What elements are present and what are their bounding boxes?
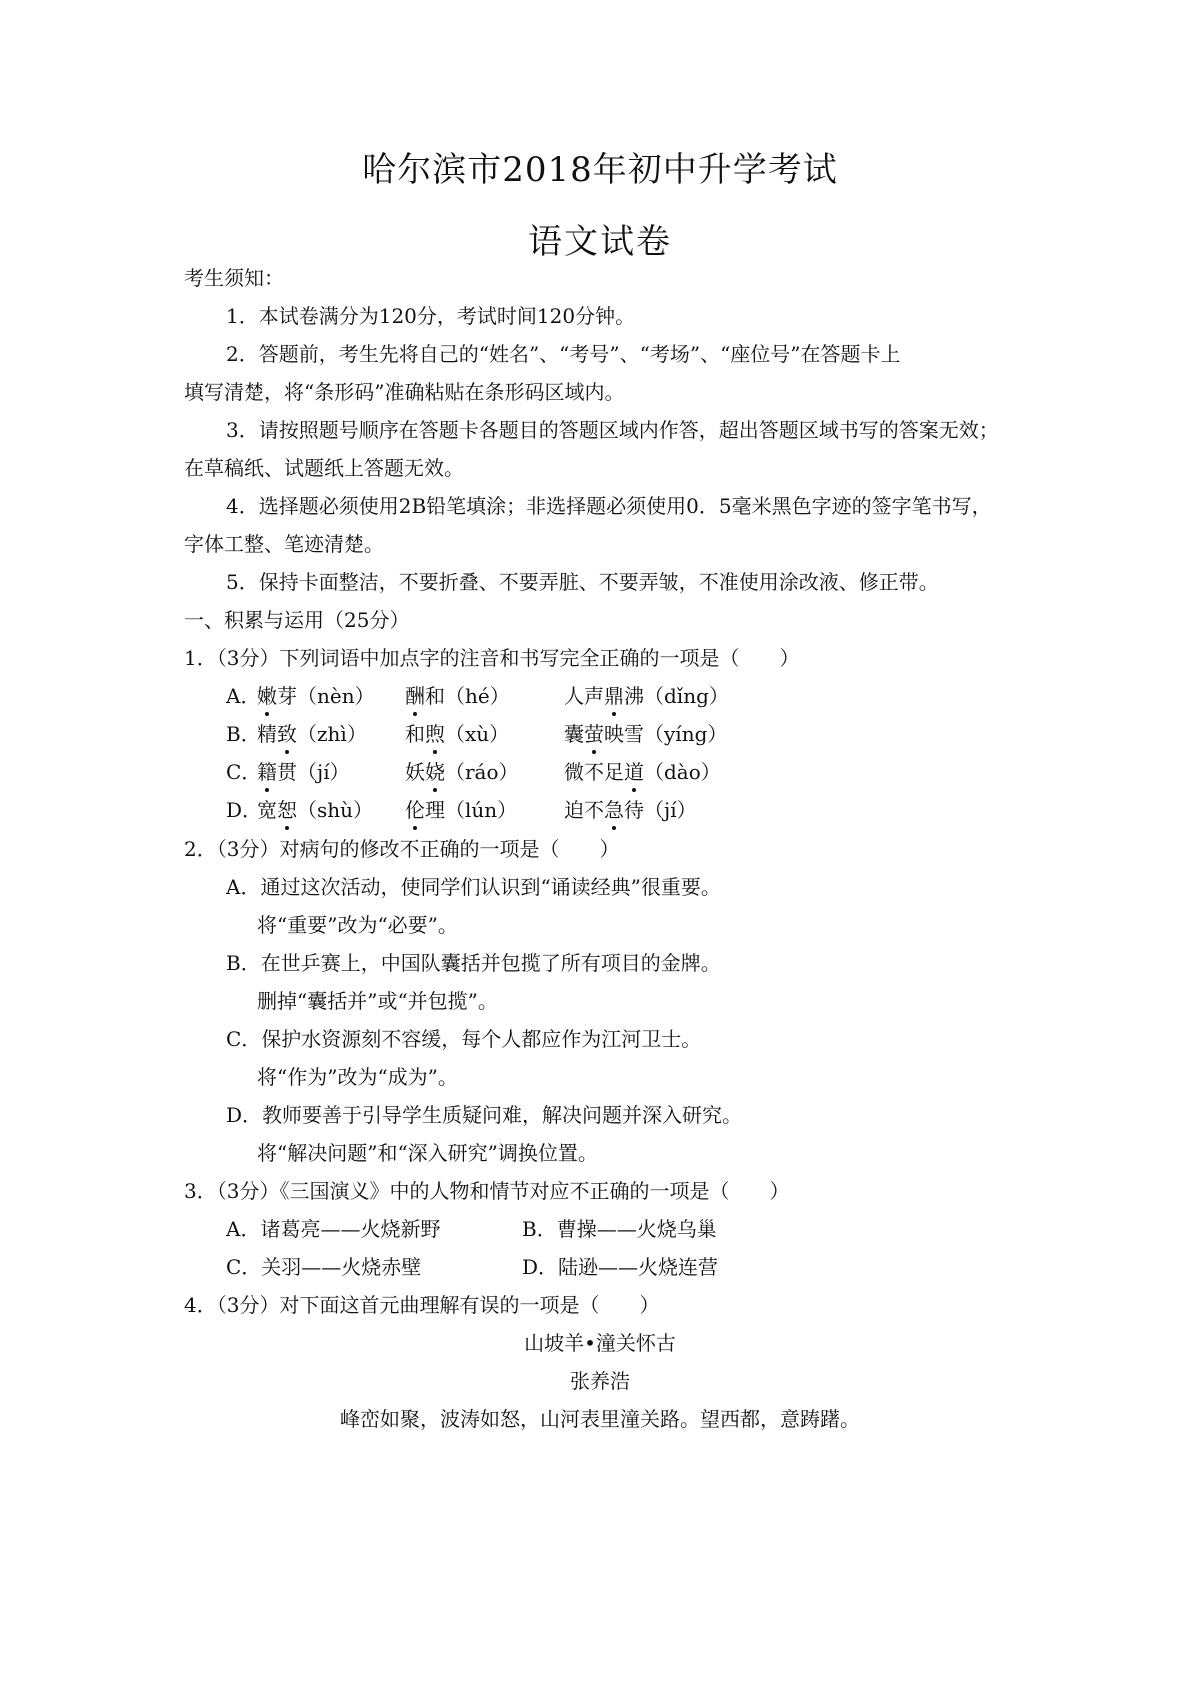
- notice-item-2b: 填写清楚，将“条形码”准确粘贴在条形码区域内。: [184, 380, 625, 404]
- q2-option-a-fix: 将“重要”改为“必要”。: [257, 913, 458, 937]
- emphasis-dot: 萤: [584, 722, 604, 746]
- notice-item-4b: 字体工整、笔迹清楚。: [184, 532, 384, 556]
- q2-option-b: B．在世乒赛上，中国队囊括并包揽了所有项目的金牌。: [226, 951, 721, 975]
- emphasis-dot: 道: [624, 760, 644, 784]
- notice-heading: 考生须知：: [184, 266, 284, 290]
- q1-option-d-label: D．: [226, 798, 263, 822]
- poem-line-1: 峰峦如聚，波涛如怒，山河表里潼关路。望西都，意踌躇。: [340, 1407, 860, 1431]
- emphasis-dot: 急: [604, 798, 624, 822]
- q2-option-d: D．教师要善于引导学生质疑问难，解决问题并深入研究。: [226, 1103, 743, 1127]
- q1-option-c-word-2: 妖娆（ráo）: [405, 760, 519, 784]
- section-heading: 一、积累与运用（25分）: [184, 608, 410, 632]
- exam-title: 哈尔滨市2018年初中升学考试: [362, 150, 838, 190]
- q2-option-a: A．通过这次活动，使同学们认识到“诵读经典”很重要。: [226, 875, 721, 899]
- emphasis-dot: 煦: [425, 722, 445, 746]
- q1-option-a-word-1: 嫩芽（nèn）: [257, 684, 375, 708]
- q1-option-d-word-2: 伦理（lún）: [405, 798, 518, 822]
- q2-option-d-fix: 将“解决问题”和“深入研究”调换位置。: [257, 1141, 598, 1165]
- notice-item-4a: 4．选择题必须使用2B铅笔填涂；非选择题必须使用0．5毫米黑色字迹的签字笔书写，: [226, 494, 992, 518]
- q2-option-b-fix: 删掉“囊括并”或“并包揽”。: [257, 989, 498, 1013]
- q2-option-c: C．保护水资源刻不容缓，每个人都应作为江河卫士。: [226, 1027, 702, 1051]
- q3-option-c: C．关羽——火烧赤壁: [226, 1255, 422, 1279]
- question-1-stem: 1．（3分）下列词语中加点字的注音和书写完全正确的一项是（ ）: [184, 646, 800, 670]
- q1-option-b-word-2: 和煦（xù）: [405, 722, 510, 746]
- poem-title: 山坡羊•潼关怀古: [524, 1331, 676, 1355]
- question-2-stem: 2．（3分）对病句的修改不正确的一项是（ ）: [184, 837, 620, 861]
- q1-option-c-word-1: 籍贯（jí）: [257, 760, 350, 784]
- notice-item-2a: 2．答题前，考生先将自己的“姓名”、“考号”、“考场”、“座位号”在答题卡上: [226, 342, 901, 366]
- q1-option-a-word-3: 人声鼎沸（dǐng）: [564, 684, 729, 708]
- notice-item-3b: 在草稿纸、试题纸上答题无效。: [184, 456, 464, 480]
- q1-option-c-label: C．: [226, 760, 262, 784]
- q1-option-b-word-1: 精致（zhì）: [257, 722, 367, 746]
- q2-option-c-fix: 将“作为”改为“成为”。: [257, 1065, 458, 1089]
- emphasis-dot: 娆: [425, 760, 445, 784]
- emphasis-dot: 酬: [405, 684, 425, 708]
- notice-item-5: 5．保持卡面整洁，不要折叠、不要弄脏、不要弄皱，不准使用涂改液、修正带。: [226, 570, 939, 594]
- poem-author: 张养浩: [570, 1369, 630, 1393]
- q3-option-b: B．曹操——火烧乌巢: [522, 1217, 717, 1241]
- q1-option-b-word-3: 囊萤映雪（yíng）: [564, 722, 728, 746]
- q1-option-b-label: B．: [226, 722, 261, 746]
- notice-item-3a: 3．请按照题号顺序在答题卡各题目的答题区域内作答，超出答题区域书写的答案无效；: [226, 418, 999, 442]
- q3-option-a: A．诸葛亮——火烧新野: [226, 1217, 441, 1241]
- emphasis-dot: 籍: [257, 760, 277, 784]
- question-3-stem: 3．（3分）《三国演义》中的人物和情节对应不正确的一项是（ ）: [184, 1179, 790, 1203]
- exam-subtitle: 语文试卷: [528, 222, 672, 262]
- q1-option-d-word-1: 宽恕（shù）: [257, 798, 374, 822]
- emphasis-dot: 恕: [277, 798, 297, 822]
- q1-option-c-word-3: 微不足道（dào）: [564, 760, 721, 784]
- q3-option-d: D．陆逊——火烧连营: [522, 1255, 719, 1279]
- question-4-stem: 4．（3分）对下面这首元曲理解有误的一项是（ ）: [184, 1293, 660, 1317]
- q1-option-a-label: A．: [226, 684, 261, 708]
- emphasis-dot: 嫩: [257, 684, 277, 708]
- emphasis-dot: 伦: [405, 798, 425, 822]
- q1-option-d-word-3: 迫不急待（jí）: [564, 798, 697, 822]
- notice-item-1: 1．本试卷满分为120分，考试时间120分钟。: [226, 304, 636, 328]
- emphasis-dot: 鼎: [604, 684, 624, 708]
- q1-option-a-word-2: 酬和（hé）: [405, 684, 510, 708]
- emphasis-dot: 致: [277, 722, 297, 746]
